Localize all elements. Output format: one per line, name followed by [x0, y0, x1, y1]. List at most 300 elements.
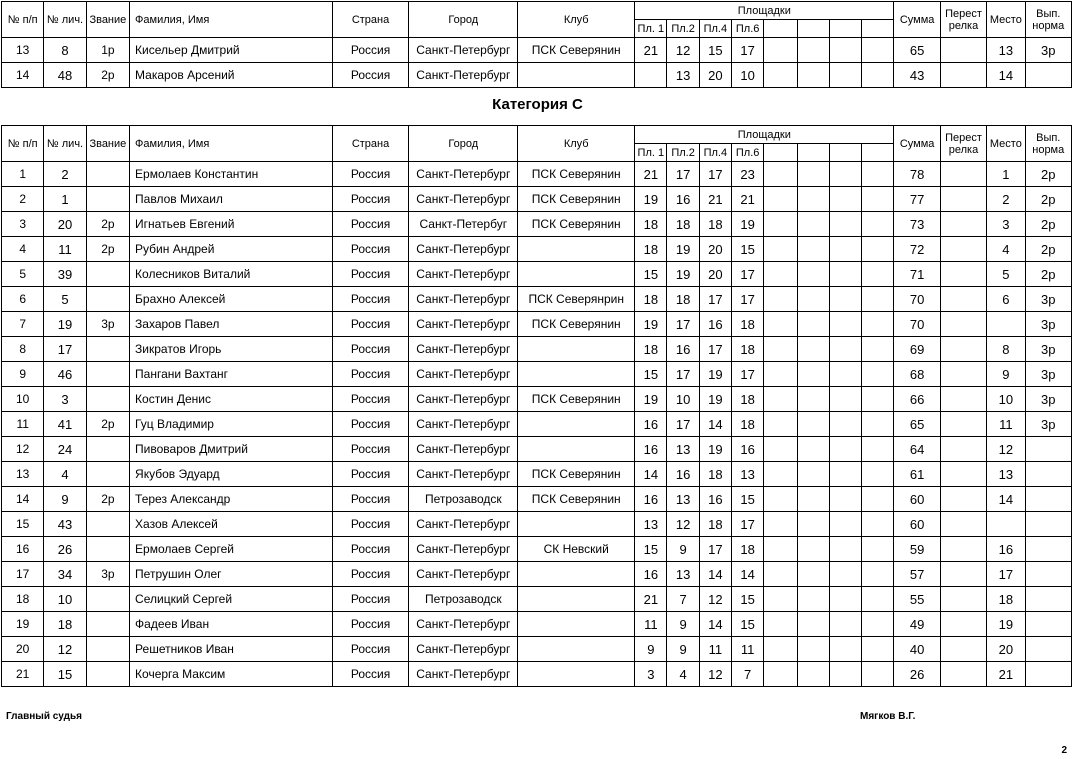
cell-sum: 40	[894, 637, 940, 662]
cell-club	[518, 637, 635, 662]
cell-rank	[86, 637, 129, 662]
cell-club	[518, 512, 635, 537]
cell-place: 19	[987, 612, 1025, 637]
cell-country: Россия	[332, 262, 409, 287]
cell-np: 15	[2, 512, 44, 537]
col-header-empty	[797, 20, 829, 38]
cell-rank	[86, 387, 129, 412]
cell-empty	[797, 637, 829, 662]
cell-rank	[86, 362, 129, 387]
cell-np: 20	[2, 637, 44, 662]
cell-city: Санкт-Петербург	[409, 612, 518, 637]
cell-pl4: 17	[699, 162, 731, 187]
cell-lic: 17	[44, 337, 86, 362]
col-header-rank: Звание	[86, 126, 129, 162]
cell-pl1: 3	[635, 662, 667, 687]
cell-club: ПСК Северянин	[518, 387, 635, 412]
cell-pl1: 18	[635, 287, 667, 312]
cell-city: Санкт-Петербург	[409, 512, 518, 537]
cell-pl6: 18	[732, 387, 764, 412]
cell-club: ПСК Северянрин	[518, 287, 635, 312]
cell-empty	[862, 587, 894, 612]
cell-np: 17	[2, 562, 44, 587]
col-header-pl2: Пл.2	[667, 20, 699, 38]
cell-empty	[797, 437, 829, 462]
cell-pl2: 9	[667, 637, 699, 662]
cell-empty	[797, 512, 829, 537]
cell-city: Санкт-Петербург	[409, 187, 518, 212]
cell-empty	[797, 387, 829, 412]
cell-empty	[797, 162, 829, 187]
cell-club	[518, 412, 635, 437]
cell-empty	[862, 512, 894, 537]
cell-empty	[862, 487, 894, 512]
cell-norm: 3р	[1025, 412, 1072, 437]
cell-lic: 12	[44, 637, 86, 662]
cell-pl6: 16	[732, 437, 764, 462]
cell-shootoff	[940, 387, 986, 412]
cell-place: 8	[987, 337, 1025, 362]
cell-name: Хазов Алексей	[130, 512, 333, 537]
cell-country: Россия	[332, 63, 409, 88]
cell-shootoff	[940, 487, 986, 512]
cell-np: 13	[2, 462, 44, 487]
cell-empty	[764, 462, 797, 487]
cell-city: Санкт-Петербург	[409, 262, 518, 287]
cell-city: Санкт-Петербург	[409, 237, 518, 262]
cell-city: Санкт-Петербург	[409, 38, 518, 63]
cell-empty	[797, 662, 829, 687]
cell-country: Россия	[332, 612, 409, 637]
col-header-country: Страна	[332, 126, 409, 162]
cell-empty	[797, 237, 829, 262]
cell-sum: 60	[894, 487, 940, 512]
cell-pl4: 20	[699, 63, 731, 88]
cell-lic: 11	[44, 237, 86, 262]
cell-empty	[829, 212, 861, 237]
cell-country: Россия	[332, 462, 409, 487]
cell-shootoff	[940, 537, 986, 562]
cell-norm	[1025, 562, 1072, 587]
cell-pl4: 18	[699, 212, 731, 237]
cell-city: Санкт-Петербург	[409, 637, 518, 662]
cell-empty	[829, 487, 861, 512]
cell-empty	[764, 612, 797, 637]
cell-empty	[829, 512, 861, 537]
col-header-city: Город	[409, 126, 518, 162]
cell-shootoff	[940, 612, 986, 637]
cell-name: Зикратов Игорь	[130, 337, 333, 362]
cell-lic: 24	[44, 437, 86, 462]
col-header-np: № п/п	[2, 2, 44, 38]
cell-country: Россия	[332, 562, 409, 587]
cell-city: Санкт-Петербург	[409, 412, 518, 437]
cell-pl6: 15	[732, 587, 764, 612]
col-header-pl2: Пл.2	[667, 144, 699, 162]
cell-city: Санкт-Петербург	[409, 562, 518, 587]
cell-club: ПСК Северянин	[518, 212, 635, 237]
cell-name: Рубин Андрей	[130, 237, 333, 262]
cell-shootoff	[940, 662, 986, 687]
cell-pl1	[635, 63, 667, 88]
cell-empty	[829, 63, 861, 88]
table-row	[2, 212, 1072, 237]
cell-place	[987, 312, 1025, 337]
cell-norm	[1025, 462, 1072, 487]
table-row	[2, 662, 1072, 687]
cell-country: Россия	[332, 337, 409, 362]
cell-pl1: 16	[635, 562, 667, 587]
cell-pl4: 17	[699, 337, 731, 362]
cell-lic: 19	[44, 312, 86, 337]
cell-name: Кисельер Дмитрий	[130, 38, 333, 63]
cell-country: Россия	[332, 512, 409, 537]
cell-pl4: 19	[699, 387, 731, 412]
cell-empty	[829, 187, 861, 212]
cell-empty	[829, 337, 861, 362]
cell-club	[518, 437, 635, 462]
cell-city: Санкт-Петербург	[409, 437, 518, 462]
cell-empty	[862, 362, 894, 387]
col-header-name: Фамилия, Имя	[130, 2, 333, 38]
col-header-place: Место	[987, 126, 1025, 162]
cell-norm	[1025, 63, 1072, 88]
col-header-shootoff: Перест релка	[940, 126, 986, 162]
cell-shootoff	[940, 187, 986, 212]
table-row	[2, 587, 1072, 612]
cell-empty	[862, 662, 894, 687]
cell-pl6: 17	[732, 38, 764, 63]
cell-lic: 46	[44, 362, 86, 387]
cell-sum: 59	[894, 537, 940, 562]
cell-pl6: 15	[732, 237, 764, 262]
cell-pl1: 18	[635, 237, 667, 262]
cell-pl2: 4	[667, 662, 699, 687]
cell-empty	[764, 337, 797, 362]
cell-empty	[797, 587, 829, 612]
cell-empty	[764, 63, 797, 88]
cell-rank	[86, 587, 129, 612]
cell-pl1: 16	[635, 412, 667, 437]
cell-sum: 72	[894, 237, 940, 262]
col-header-pl6: Пл.6	[732, 144, 764, 162]
cell-lic: 48	[44, 63, 86, 88]
cell-rank: 2р	[86, 237, 129, 262]
cell-np: 2	[2, 187, 44, 212]
cell-np: 4	[2, 237, 44, 262]
cell-norm	[1025, 512, 1072, 537]
cell-shootoff	[940, 312, 986, 337]
cell-pl6: 18	[732, 412, 764, 437]
col-header-venues: Площадки	[635, 126, 894, 144]
cell-empty	[829, 662, 861, 687]
cell-shootoff	[940, 437, 986, 462]
cell-name: Якубов Эдуард	[130, 462, 333, 487]
cell-country: Россия	[332, 537, 409, 562]
page-number: 2	[1061, 745, 1067, 756]
cell-empty	[862, 637, 894, 662]
cell-pl4: 16	[699, 312, 731, 337]
cell-place: 12	[987, 437, 1025, 462]
cell-pl4: 21	[699, 187, 731, 212]
cell-pl6: 17	[732, 512, 764, 537]
cell-pl6: 18	[732, 337, 764, 362]
cell-pl1: 21	[635, 38, 667, 63]
cell-pl6: 17	[732, 287, 764, 312]
col-header-rank: Звание	[86, 2, 129, 38]
cell-rank: 3р	[86, 562, 129, 587]
cell-club: ПСК Северянин	[518, 162, 635, 187]
cell-pl6: 14	[732, 562, 764, 587]
cell-pl4: 18	[699, 512, 731, 537]
cell-pl6: 17	[732, 362, 764, 387]
cell-pl4: 15	[699, 38, 731, 63]
cell-np: 16	[2, 537, 44, 562]
cell-lic: 10	[44, 587, 86, 612]
cell-empty	[829, 362, 861, 387]
cell-rank	[86, 462, 129, 487]
table-row	[2, 38, 1072, 63]
cell-sum: 61	[894, 462, 940, 487]
cell-empty	[829, 412, 861, 437]
cell-pl1: 15	[635, 262, 667, 287]
col-header-shootoff: Перест релка	[940, 2, 986, 38]
cell-place: 14	[987, 63, 1025, 88]
cell-np: 14	[2, 487, 44, 512]
cell-rank	[86, 612, 129, 637]
cell-pl6: 10	[732, 63, 764, 88]
cell-pl2: 18	[667, 287, 699, 312]
cell-empty	[764, 662, 797, 687]
table-row	[2, 337, 1072, 362]
cell-empty	[862, 612, 894, 637]
cell-empty	[862, 562, 894, 587]
cell-shootoff	[940, 212, 986, 237]
col-header-country: Страна	[332, 2, 409, 38]
cell-name: Игнатьев Евгений	[130, 212, 333, 237]
cell-pl2: 19	[667, 237, 699, 262]
cell-pl4: 20	[699, 237, 731, 262]
cell-pl2: 17	[667, 162, 699, 187]
chief-judge-name: Мягков В.Г.	[860, 711, 916, 722]
cell-empty	[862, 187, 894, 212]
cell-pl2: 13	[667, 437, 699, 462]
table-row	[2, 237, 1072, 262]
table-row	[2, 437, 1072, 462]
cell-name: Решетников Иван	[130, 637, 333, 662]
cell-pl6: 7	[732, 662, 764, 687]
cell-norm	[1025, 487, 1072, 512]
cell-lic: 3	[44, 387, 86, 412]
cell-sum: 73	[894, 212, 940, 237]
cell-empty	[829, 637, 861, 662]
col-header-norm: Вып. норма	[1025, 126, 1072, 162]
cell-empty	[862, 162, 894, 187]
col-header-lic: № лич.	[44, 2, 86, 38]
cell-pl2: 17	[667, 362, 699, 387]
cell-empty	[764, 162, 797, 187]
col-header-empty	[829, 20, 861, 38]
cell-sum: 49	[894, 612, 940, 637]
cell-city: Петрозаводск	[409, 587, 518, 612]
cell-empty	[829, 312, 861, 337]
cell-country: Россия	[332, 412, 409, 437]
cell-pl2: 17	[667, 312, 699, 337]
cell-norm: 3р	[1025, 362, 1072, 387]
cell-rank	[86, 187, 129, 212]
cell-empty	[829, 537, 861, 562]
cell-empty	[797, 487, 829, 512]
col-header-empty	[862, 144, 894, 162]
cell-pl1: 19	[635, 187, 667, 212]
cell-sum: 70	[894, 312, 940, 337]
cell-norm: 2р	[1025, 262, 1072, 287]
table-row	[2, 312, 1072, 337]
cell-pl6: 13	[732, 462, 764, 487]
cell-empty	[764, 587, 797, 612]
cell-lic: 4	[44, 462, 86, 487]
cell-np: 13	[2, 38, 44, 63]
table-row	[2, 63, 1072, 88]
cell-empty	[764, 362, 797, 387]
cell-pl1: 16	[635, 437, 667, 462]
results-table-top	[1, 1, 1072, 88]
cell-norm: 3р	[1025, 387, 1072, 412]
cell-club: ПСК Северянин	[518, 312, 635, 337]
cell-pl4: 12	[699, 587, 731, 612]
cell-np: 10	[2, 387, 44, 412]
cell-empty	[829, 587, 861, 612]
cell-shootoff	[940, 587, 986, 612]
cell-pl4: 14	[699, 562, 731, 587]
cell-empty	[797, 187, 829, 212]
cell-empty	[862, 237, 894, 262]
table-row	[2, 462, 1072, 487]
cell-pl2: 16	[667, 187, 699, 212]
cell-name: Захаров Павел	[130, 312, 333, 337]
col-header-empty	[829, 144, 861, 162]
cell-empty	[862, 412, 894, 437]
cell-empty	[797, 462, 829, 487]
cell-place: 3	[987, 212, 1025, 237]
cell-place: 21	[987, 662, 1025, 687]
table-row	[2, 362, 1072, 387]
results-table-category-c	[1, 125, 1072, 687]
cell-pl2: 13	[667, 562, 699, 587]
col-header-venues: Площадки	[635, 2, 894, 20]
cell-club: ПСК Северянин	[518, 462, 635, 487]
cell-sum: 64	[894, 437, 940, 462]
table-row	[2, 187, 1072, 212]
cell-shootoff	[940, 637, 986, 662]
col-header-pl6: Пл.6	[732, 20, 764, 38]
table-row	[2, 162, 1072, 187]
cell-norm: 2р	[1025, 162, 1072, 187]
table-row	[2, 262, 1072, 287]
cell-pl4: 14	[699, 612, 731, 637]
cell-city: Санкт-Петербург	[409, 312, 518, 337]
cell-np: 7	[2, 312, 44, 337]
cell-empty	[862, 437, 894, 462]
cell-sum: 66	[894, 387, 940, 412]
cell-pl2: 12	[667, 38, 699, 63]
col-header-norm: Вып. норма	[1025, 2, 1072, 38]
cell-pl4: 19	[699, 362, 731, 387]
cell-pl2: 18	[667, 212, 699, 237]
table-row	[2, 537, 1072, 562]
col-header-sum: Сумма	[894, 126, 940, 162]
cell-place: 17	[987, 562, 1025, 587]
cell-club	[518, 562, 635, 587]
cell-empty	[862, 287, 894, 312]
cell-empty	[764, 412, 797, 437]
cell-rank: 2р	[86, 487, 129, 512]
cell-lic: 34	[44, 562, 86, 587]
cell-shootoff	[940, 337, 986, 362]
col-header-empty	[862, 20, 894, 38]
cell-norm: 2р	[1025, 187, 1072, 212]
cell-shootoff	[940, 162, 986, 187]
cell-np: 21	[2, 662, 44, 687]
cell-city: Петрозаводск	[409, 487, 518, 512]
cell-norm	[1025, 662, 1072, 687]
cell-empty	[862, 312, 894, 337]
cell-lic: 15	[44, 662, 86, 687]
cell-empty	[764, 487, 797, 512]
col-header-pl1: Пл. 1	[635, 20, 667, 38]
cell-empty	[862, 337, 894, 362]
cell-city: Санкт-Петербург	[409, 63, 518, 88]
cell-empty	[764, 537, 797, 562]
cell-empty	[764, 437, 797, 462]
cell-city: Санкт-Петербург	[409, 362, 518, 387]
cell-place: 20	[987, 637, 1025, 662]
cell-sum: 26	[894, 662, 940, 687]
cell-city: Санкт-Петербург	[409, 662, 518, 687]
col-header-empty	[764, 144, 797, 162]
cell-sum: 60	[894, 512, 940, 537]
cell-norm: 3р	[1025, 287, 1072, 312]
cell-name: Макаров Арсений	[130, 63, 333, 88]
cell-name: Ермолаев Константин	[130, 162, 333, 187]
cell-place: 13	[987, 462, 1025, 487]
cell-pl6: 23	[732, 162, 764, 187]
cell-pl4: 17	[699, 537, 731, 562]
cell-place: 11	[987, 412, 1025, 437]
cell-club	[518, 262, 635, 287]
cell-empty	[862, 537, 894, 562]
cell-name: Павлов Михаил	[130, 187, 333, 212]
cell-shootoff	[940, 63, 986, 88]
cell-name: Брахно Алексей	[130, 287, 333, 312]
cell-rank: 2р	[86, 212, 129, 237]
cell-pl2: 13	[667, 63, 699, 88]
cell-empty	[829, 437, 861, 462]
cell-shootoff	[940, 38, 986, 63]
cell-norm	[1025, 587, 1072, 612]
col-header-pl4: Пл.4	[699, 144, 731, 162]
cell-empty	[797, 362, 829, 387]
cell-lic: 5	[44, 287, 86, 312]
cell-empty	[797, 612, 829, 637]
cell-rank	[86, 662, 129, 687]
cell-lic: 1	[44, 187, 86, 212]
cell-empty	[862, 38, 894, 63]
cell-rank	[86, 162, 129, 187]
cell-empty	[797, 562, 829, 587]
cell-empty	[797, 262, 829, 287]
cell-lic: 39	[44, 262, 86, 287]
